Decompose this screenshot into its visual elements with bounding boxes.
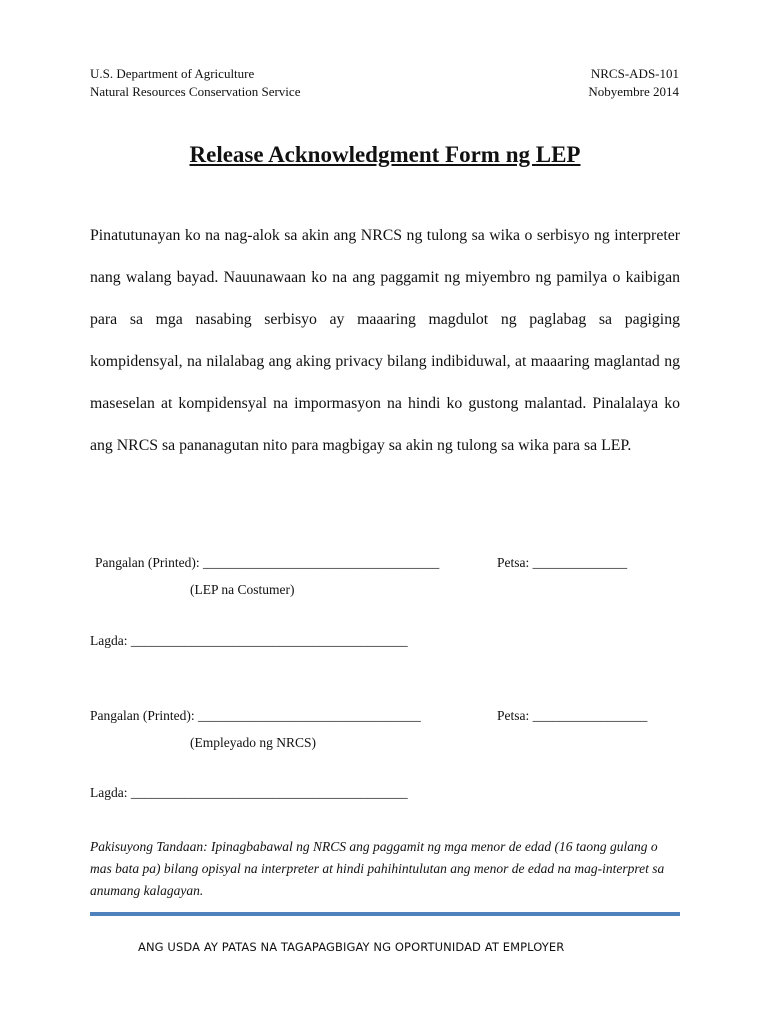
footer-statement: ANG USDA AY PATAS NA TAGAPAGBIGAY NG OPORTUNIDAD AT EMPLOYER xyxy=(138,940,565,954)
lep-date-field[interactable]: Petsa: ______________ xyxy=(497,555,628,570)
notice-lead: Pakisuyong Tandaan xyxy=(90,839,204,854)
employee-signature-field[interactable]: Lagda: _________________________________________ xyxy=(90,785,408,800)
lep-role-label: (LEP na Costumer) xyxy=(190,582,295,597)
employee-role-label: (Empleyado ng NRCS) xyxy=(190,735,316,750)
agency-line-2: Natural Resources Conservation Service xyxy=(90,84,301,99)
agency-header xyxy=(90,65,300,101)
lep-name-field[interactable]: Pangalan (Printed): ___________________________________ xyxy=(95,555,440,570)
form-date: Nobyembre 2014 xyxy=(588,84,679,99)
page-title: Release Acknowledgment Form ng LEP xyxy=(189,142,581,167)
form-number: NRCS-ADS-101 xyxy=(590,66,679,81)
agency-line-1: U.S. Department of Agriculture xyxy=(90,66,255,81)
employee-date-field[interactable]: Petsa: _________________ xyxy=(497,708,648,723)
employee-name-field[interactable]: Pangalan (Printed): _________________________________ xyxy=(90,708,421,723)
acknowledgment-paragraph: Pinatutunayan ko na nag-alok sa akin ang NRCS ng tulong sa wika o serbisyo ng interpreter nang walang bayad. Nauunawaan ko na ang paggamit ng miyembro ng pamilya o kaibigan para sa mga nasabing serbisyo ay maaaring magdulot ng paglabag sa pagiging kompidensyal, na nilalabag ang aking privacy bilang indibiduwal, at maaaring maglantad ng maseselan at kompidensyal na impormasyon na hindi ko gustong malantad. Pinalalaya ko ang NRCS sa pananagutan nito para magbigay sa akin ng tulong sa wika para sa LEP. xyxy=(90,227,680,454)
footer-divider xyxy=(90,912,680,916)
lep-signature-field[interactable]: Lagda: _________________________________________ xyxy=(90,633,408,648)
form-id-header xyxy=(588,65,679,101)
notice-text: : Ipinagbabawal ng NRCS ang paggamit ng mga menor de edad (16 taong gulang o mas bata pa) bilang opisyal na interpreter at hindi pahihintulutan ang menor de edad na mag-interpret sa anumang kalagayan. xyxy=(90,839,665,898)
notice-paragraph xyxy=(90,836,680,902)
